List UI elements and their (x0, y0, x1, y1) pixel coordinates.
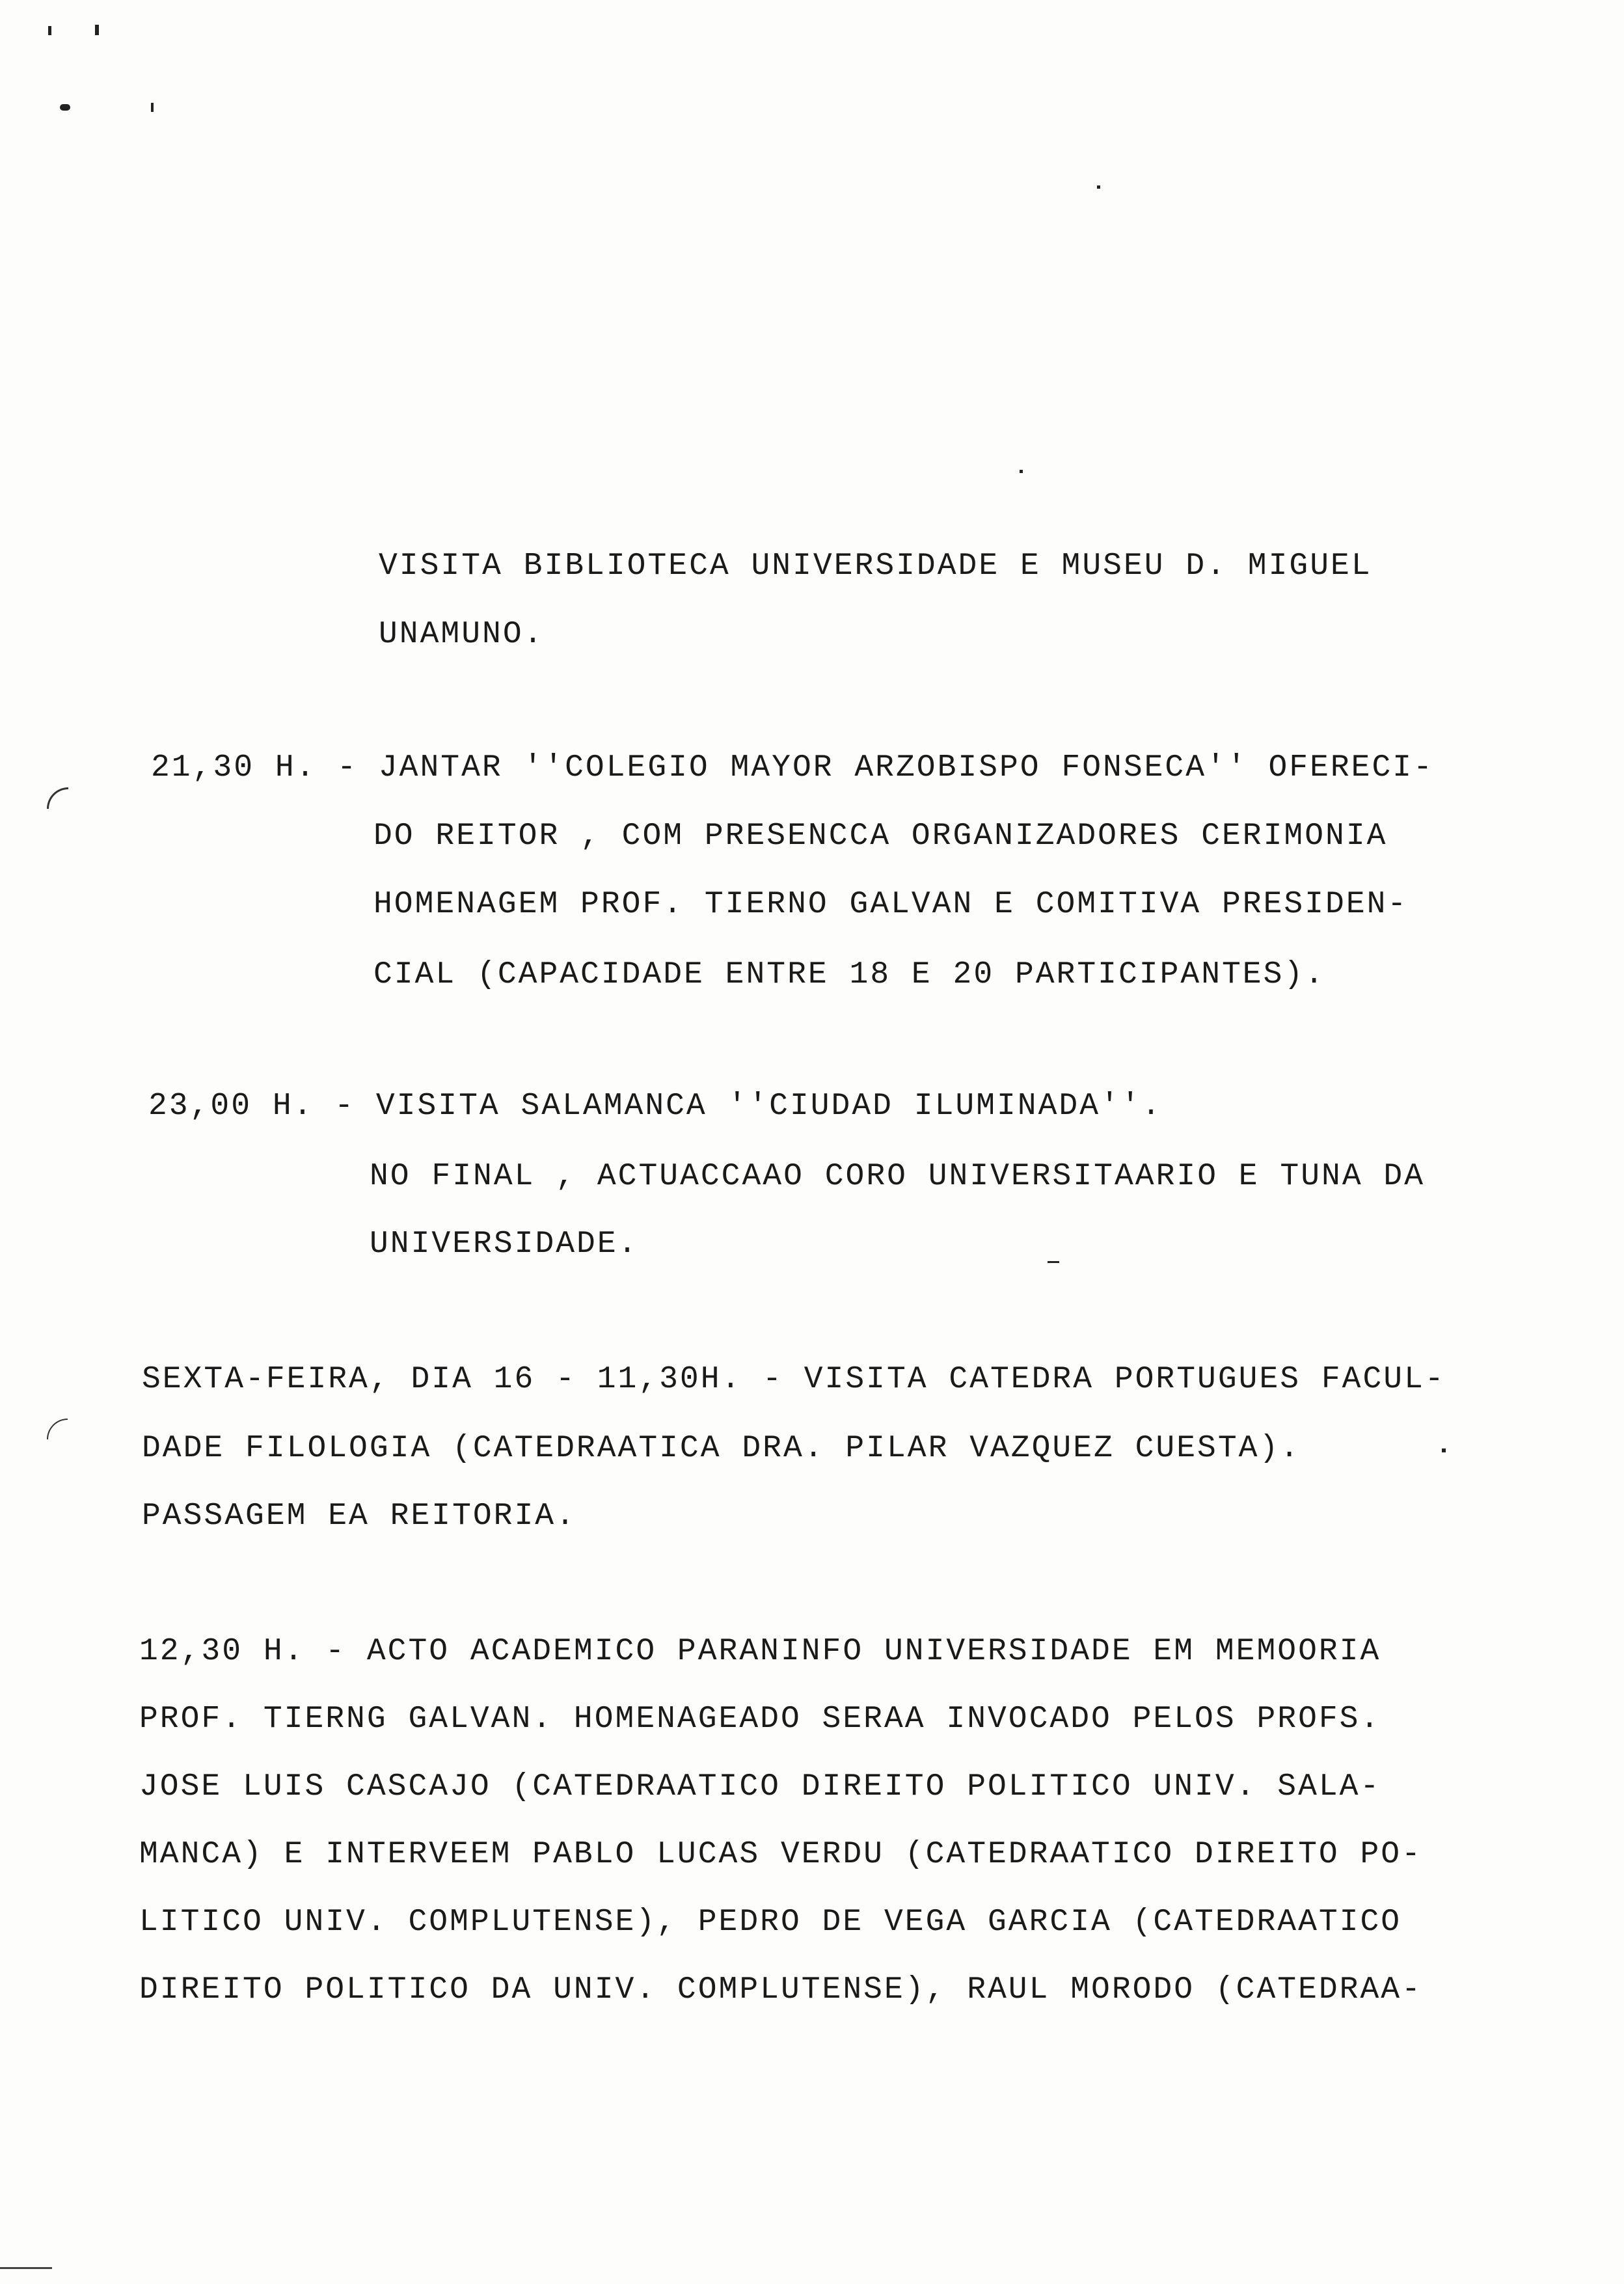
text-line: SEXTA-FEIRA, DIA 16 - 11,30H. - VISITA CATEDRA PORTUGUES FACUL- (142, 1362, 1446, 1397)
margin-bracket-mark (47, 787, 68, 809)
scan-speck (1442, 1448, 1446, 1452)
scan-speck (48, 26, 51, 35)
scan-speck (95, 25, 99, 35)
text-line: NO FINAL , ACTUACCAAO CORO UNIVERSITAARIO E TUNA DA (370, 1159, 1426, 1194)
text-line: HOMENAGEM PROF. TIERNO GALVAN E COMITIVA PRESIDEN- (373, 887, 1409, 922)
text-line: UNAMUNO. (379, 617, 545, 652)
text-line: CIAL (CAPACIDADE ENTRE 18 E 20 PARTICIPANTES). (373, 957, 1326, 992)
text-line: 21,30 H. - JANTAR ''COLEGIO MAYOR ARZOBISPO FONSECA'' OFERECI- (151, 750, 1434, 785)
scan-edge-line (0, 2267, 52, 2269)
margin-bracket-mark (47, 1419, 68, 1439)
text-line: LITICO UNIV. COMPLUTENSE), PEDRO DE VEGA GARCIA (CATEDRAATICO (139, 1905, 1402, 1940)
text-line: DIREITO POLITICO DA UNIV. COMPLUTENSE), RAUL MORODO (CATEDRAA- (139, 1972, 1422, 2007)
scan-speck (1048, 1261, 1059, 1263)
text-line: PROF. TIERNG GALVAN. HOMENAGEADO SERAA INVOCADO PELOS PROFS. (139, 1702, 1381, 1737)
scan-speck (1020, 470, 1023, 473)
scan-speck (151, 103, 154, 112)
text-line: UNIVERSIDADE. (370, 1227, 639, 1262)
text-line: MANCA) E INTERVEEM PABLO LUCAS VERDU (CATEDRAATICO DIREITO PO- (139, 1837, 1422, 1872)
text-line: VISITA BIBLIOTECA UNIVERSIDADE E MUSEU D. MIGUEL (379, 549, 1372, 584)
scan-speck (60, 104, 70, 111)
text-line: PASSAGEM EA REITORIA. (142, 1499, 576, 1534)
text-line: DADE FILOLOGIA (CATEDRAATICA DRA. PILAR VAZQUEZ CUESTA). (142, 1431, 1301, 1466)
text-line: 23,00 H. - VISITA SALAMANCA ''CIUDAD ILUMINADA''. (148, 1089, 1163, 1124)
text-line: 12,30 H. - ACTO ACADEMICO PARANINFO UNIVERSIDADE EM MEMOORIA (139, 1634, 1381, 1669)
text-line: JOSE LUIS CASCAJO (CATEDRAATICO DIREITO POLITICO UNIV. SALA- (139, 1769, 1381, 1804)
text-line: DO REITOR , COM PRESENCCA ORGANIZADORES CERIMONIA (373, 819, 1388, 854)
scan-speck (1097, 185, 1100, 189)
